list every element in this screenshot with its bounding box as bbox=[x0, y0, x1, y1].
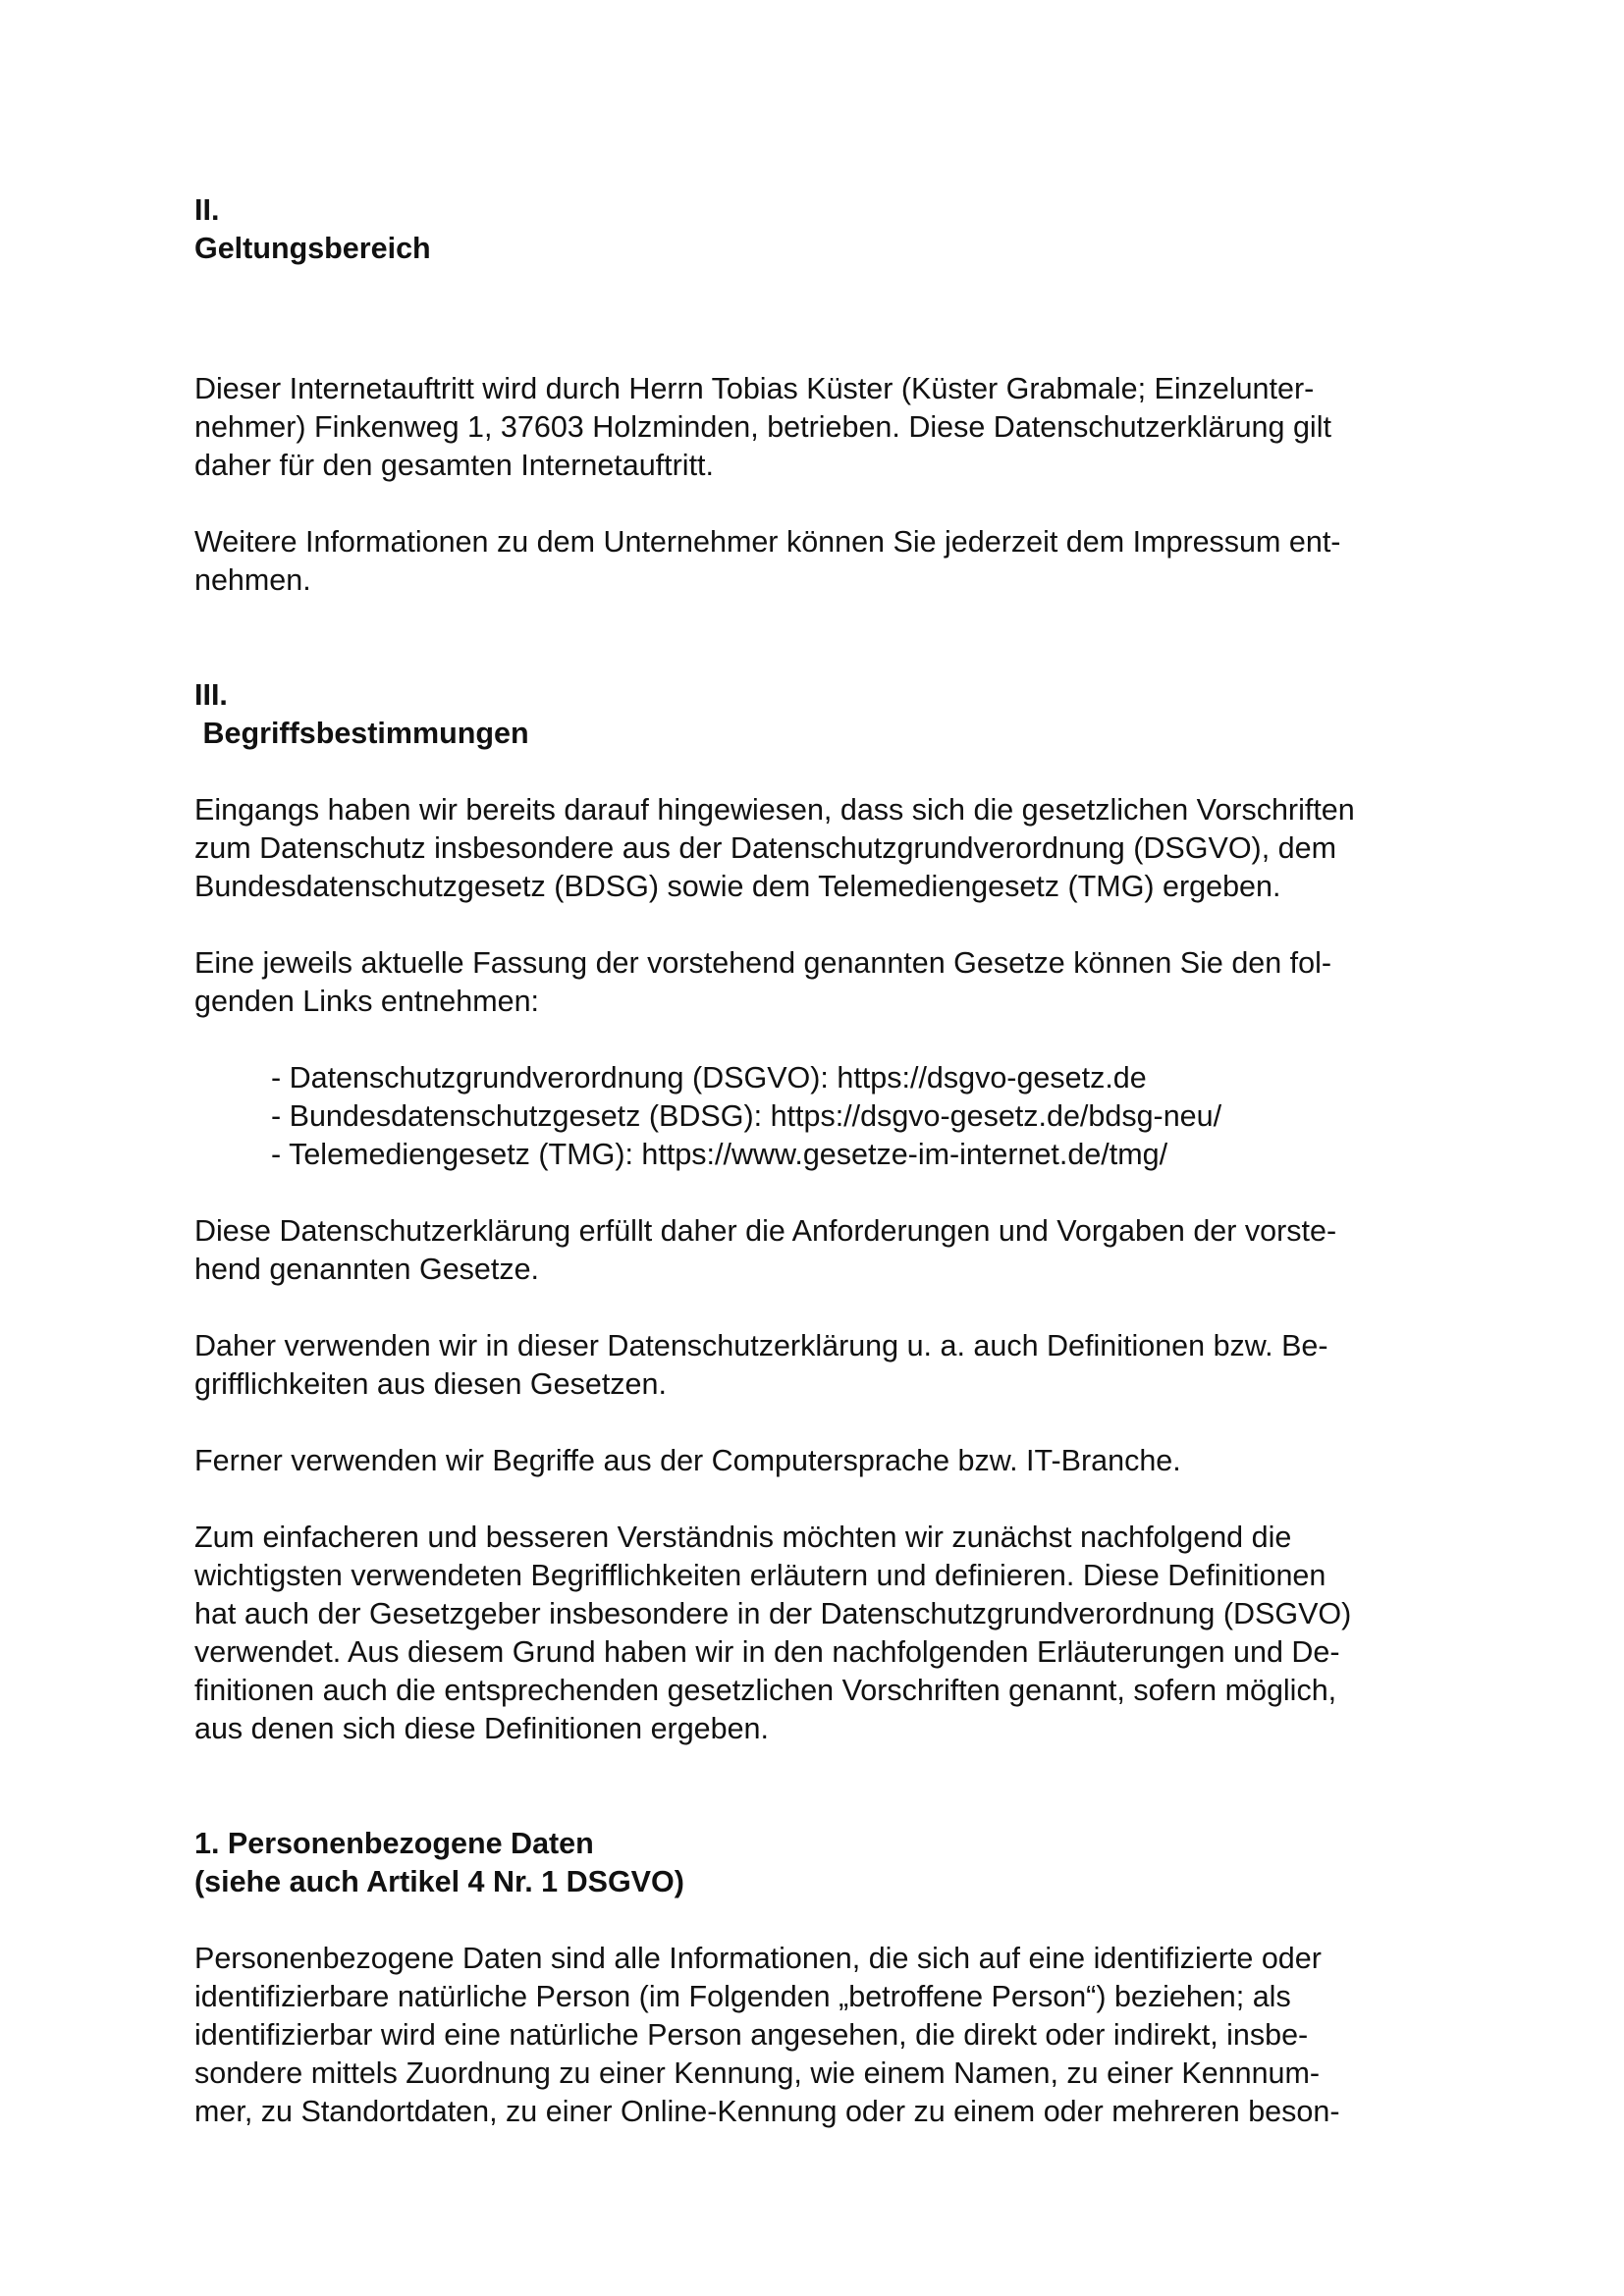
section-ii-paragraph-1 bbox=[194, 370, 1471, 485]
section-iii-title: Begriffsbestimmungen bbox=[194, 717, 529, 750]
link-item-bdsg: - Bundesdatenschutzgesetz (BDSG): https://dsgvo-gesetz.de/bdsg-neu/ bbox=[271, 1099, 1222, 1133]
text-line: nehmen. bbox=[194, 563, 311, 597]
text-line: zum Datenschutz insbesondere aus der Datenschutzgrundverordnung (DSGVO), dem bbox=[194, 831, 1336, 865]
text-line: Daher verwenden wir in dieser Datenschutzerklärung u. a. auch Definitionen bzw. Be- bbox=[194, 1329, 1328, 1362]
text-line: Zum einfacheren und besseren Verständnis möchten wir zunächst nachfolgend die bbox=[194, 1521, 1292, 1554]
text-line: Dieser Internetauftritt wird durch Herrn Tobias Küster (Küster Grabmale; Einzelunter- bbox=[194, 372, 1315, 405]
text-line: wichtigsten verwendeten Begrifflichkeiten erläutern und definieren. Diese Definitionen bbox=[194, 1559, 1326, 1592]
text-line: Eine jeweils aktuelle Fassung der vorstehend genannten Gesetze können Sie den fol- bbox=[194, 946, 1332, 980]
link-item-tmg: - Telemediengesetz (TMG): https://www.gesetze-im-internet.de/tmg/ bbox=[271, 1138, 1168, 1171]
section-ii-paragraph-2 bbox=[194, 523, 1471, 600]
text-line: Ferner verwenden wir Begriffe aus der Computersprache bzw. IT-Branche. bbox=[194, 1444, 1181, 1477]
section-iii-paragraph-6 bbox=[194, 1519, 1471, 1748]
text-line: grifflichkeiten aus diesen Gesetzen. bbox=[194, 1367, 667, 1401]
text-line: identifizierbare natürliche Person (im Folgenden „betroffene Person“) beziehen; als bbox=[194, 1980, 1291, 2013]
subsection-1-reference: (siehe auch Artikel 4 Nr. 1 DSGVO) bbox=[194, 1865, 684, 1898]
text-line: genden Links entnehmen: bbox=[194, 985, 540, 1018]
section-iii-paragraph-3 bbox=[194, 1212, 1471, 1289]
link-item-dsgvo: - Datenschutzgrundverordnung (DSGVO): https://dsgvo-gesetz.de bbox=[271, 1061, 1147, 1095]
text-line: Eingangs haben wir bereits darauf hingewiesen, dass sich die gesetzlichen Vorschriften bbox=[194, 793, 1355, 827]
section-ii-title: Geltungsbereich bbox=[194, 232, 431, 265]
subsection-1-title: 1. Personenbezogene Daten bbox=[194, 1827, 594, 1860]
text-line: Personenbezogene Daten sind alle Informationen, die sich auf eine identifizierte oder bbox=[194, 1942, 1322, 1975]
section-iii-paragraph-1 bbox=[194, 791, 1471, 906]
text-line: finitionen auch die entsprechenden gesetzlichen Vorschriften genannt, sofern möglich, bbox=[194, 1674, 1337, 1707]
text-line: Bundesdatenschutzgesetz (BDSG) sowie dem Telemediengesetz (TMG) ergeben. bbox=[194, 870, 1281, 903]
subsection-1-paragraph bbox=[194, 1940, 1471, 2131]
text-line: identifizierbar wird eine natürliche Person angesehen, die direkt oder indirekt, insbe- bbox=[194, 2018, 1309, 2052]
text-line: sondere mittels Zuordnung zu einer Kennung, wie einem Namen, zu einer Kennnum- bbox=[194, 2056, 1321, 2090]
text-line: hat auch der Gesetzgeber insbesondere in der Datenschutzgrundverordnung (DSGVO) bbox=[194, 1597, 1352, 1630]
text-line: verwendet. Aus diesem Grund haben wir in den nachfolgenden Erläuterungen und De- bbox=[194, 1635, 1340, 1669]
text-line: Weitere Informationen zu dem Unternehmer können Sie jederzeit dem Impressum ent- bbox=[194, 525, 1341, 559]
section-iii-paragraph-5 bbox=[194, 1442, 1471, 1480]
section-ii-number: II. bbox=[194, 193, 220, 227]
text-line: nehmer) Finkenweg 1, 37603 Holzminden, betrieben. Diese Datenschutzerklärung gilt bbox=[194, 410, 1331, 444]
text-line: mer, zu Standortdaten, zu einer Online-Kennung oder zu einem oder mehreren beson- bbox=[194, 2095, 1340, 2128]
text-line: aus denen sich diese Definitionen ergeben. bbox=[194, 1712, 769, 1745]
text-line: hend genannten Gesetze. bbox=[194, 1253, 540, 1286]
text-line: daher für den gesamten Internetauftritt. bbox=[194, 449, 714, 482]
law-links-list bbox=[194, 1059, 1471, 1174]
section-iii-paragraph-4 bbox=[194, 1327, 1471, 1404]
document-page bbox=[194, 191, 1471, 2131]
section-iii-number: III. bbox=[194, 678, 228, 712]
section-iii-paragraph-2 bbox=[194, 944, 1471, 1021]
text-line: Diese Datenschutzerklärung erfüllt daher die Anforderungen und Vorgaben der vorste- bbox=[194, 1214, 1337, 1248]
